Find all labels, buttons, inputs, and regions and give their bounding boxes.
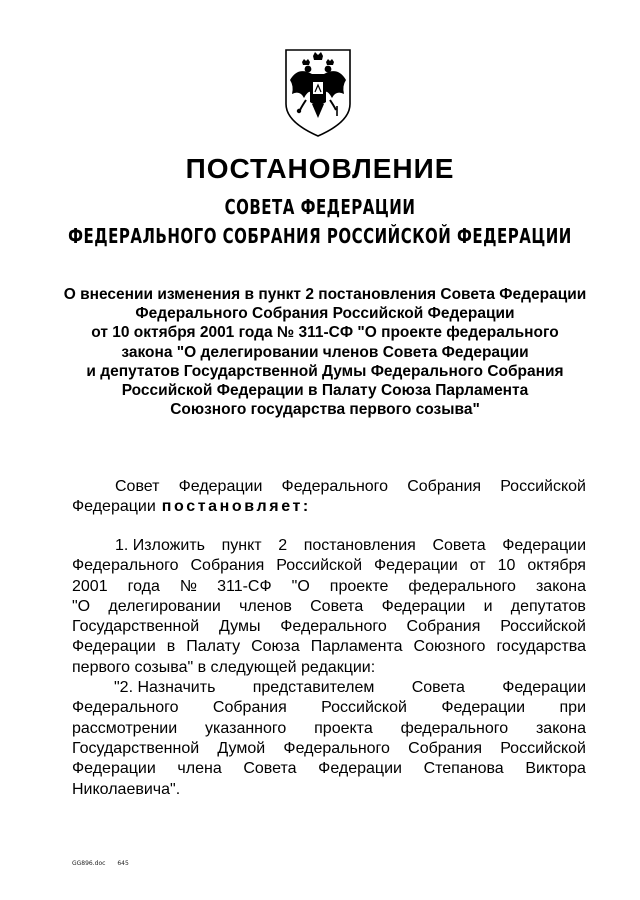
word: Федерации [72, 760, 156, 778]
word: Федерации [72, 498, 156, 516]
word: Федерации [374, 557, 458, 575]
word: № [179, 577, 198, 595]
word: Федерации [502, 679, 586, 697]
resolves-word: постановляет: [161, 498, 311, 516]
word: Федерации [381, 597, 466, 615]
heading-line: и депутатов Государственной Думы Федерального Собрания [86, 362, 564, 380]
word: Российской [500, 739, 586, 757]
paragraph-line [72, 780, 586, 800]
word: Совета [411, 679, 465, 697]
paragraph-line [72, 536, 586, 556]
issuer-line-2: ФЕДЕРАЛЬНОГО СОБРАНИЯ РОССИЙСКОЙ ФЕДЕРАЦИИ [68, 224, 572, 249]
heading-line: Российской Федерации в Палату Союза Парламента [121, 382, 529, 400]
word: Федерального [280, 618, 387, 636]
paragraph-line [72, 719, 586, 739]
word: в [166, 638, 176, 656]
paragraph-line [72, 617, 586, 637]
word: закона [535, 719, 586, 737]
word: проекта [314, 719, 373, 737]
word: указанного [205, 719, 287, 737]
word: Парламента [310, 638, 403, 656]
word: члена [177, 760, 222, 778]
word: проекте [329, 577, 389, 595]
word: "О [291, 577, 310, 595]
word: Федерального [72, 699, 179, 717]
word: Виктора [525, 760, 586, 778]
word: 10 [497, 557, 516, 575]
heading-line: Федерального Собрания Российской Федерации [135, 305, 515, 323]
word: при [559, 699, 586, 717]
word: постановления [303, 537, 416, 554]
paragraph-line [72, 497, 586, 517]
word: Российской [500, 618, 586, 636]
word: Степанова [423, 760, 504, 778]
word: представителем [252, 679, 375, 697]
word: федерального [400, 719, 509, 737]
word: Федерации [318, 760, 402, 778]
word: Российской [276, 557, 363, 575]
word: Российской [321, 699, 407, 717]
word: федерального [408, 577, 516, 595]
word: Федерации [178, 478, 263, 495]
word: Собрания [212, 699, 287, 717]
footer-file-name: GG896.doc [72, 860, 106, 867]
word: Федерации [441, 699, 526, 717]
paragraph-line [72, 477, 586, 497]
word: Совета [310, 597, 364, 615]
word: Совета [243, 760, 297, 778]
footer-code: 645 [117, 860, 129, 867]
word: Собрания [408, 739, 482, 757]
word: членов [239, 597, 292, 615]
paragraph-line [72, 556, 586, 576]
paragraph-line [72, 658, 586, 678]
word: Собрания [407, 478, 482, 495]
paragraph-line [72, 597, 586, 617]
word: Федерации [502, 537, 586, 554]
word: Николаевича". [72, 780, 181, 798]
word: депутатов [510, 597, 586, 615]
paragraph-line [72, 577, 586, 597]
heading-line: закона "О делегировании членов Совета Федерации [121, 343, 529, 361]
word: года [127, 577, 160, 595]
word: Федерального [281, 478, 389, 495]
word: "2. Назначить [114, 679, 216, 697]
word: 2001 [72, 577, 108, 595]
word: 2 [278, 537, 288, 554]
word: Собрания [406, 618, 481, 636]
word: пункт [221, 537, 262, 554]
resolution-heading [40, 285, 610, 419]
word: от [469, 557, 486, 575]
intro-paragraph [72, 477, 586, 518]
paragraph-line [72, 759, 586, 779]
word: государства [496, 638, 586, 656]
heading-line: О внесении изменения в пункт 2 постановления Совета Федерации [63, 286, 587, 303]
word: Государственной [72, 618, 200, 636]
word: Федерального [283, 739, 390, 757]
word: Союзного [413, 638, 486, 656]
word: Совет [115, 478, 160, 495]
word: 311-СФ [217, 577, 272, 595]
word: делегировании [108, 597, 221, 615]
document-title: ПОСТАНОВЛЕНИЕ [185, 153, 455, 184]
word: Федерации [72, 638, 156, 656]
word: Палату [186, 638, 241, 656]
file-footer [72, 860, 139, 867]
word: Российской [500, 478, 586, 495]
heading-line: Союзного государства первого созыва" [170, 401, 480, 419]
paragraph-line [72, 637, 586, 657]
main-text [72, 536, 586, 800]
word: "О [72, 597, 91, 615]
word: Думой [217, 739, 266, 757]
paragraph-line [72, 698, 586, 718]
russian-coat-of-arms-icon [282, 46, 354, 138]
word: закона [535, 577, 586, 595]
word: первого созыва" в следующей редакции: [72, 658, 376, 676]
word: Совета [432, 537, 486, 554]
word: Думы [218, 618, 261, 636]
paragraph-line [72, 678, 586, 698]
paragraph-line [72, 739, 586, 759]
word: Союза [251, 638, 300, 656]
word: октября [527, 557, 586, 575]
heading-line: от 10 октября 2001 года № 311-СФ "О проекте федерального [91, 324, 559, 342]
word: Государственной [72, 739, 200, 757]
issuer-line-1: СОВЕТА ФЕДЕРАЦИИ [224, 195, 416, 220]
word: рассмотрении [72, 719, 178, 737]
word: 1. Изложить [115, 537, 205, 554]
word: Собрания [190, 557, 265, 575]
word: и [483, 597, 493, 615]
word: Федерального [72, 557, 179, 575]
